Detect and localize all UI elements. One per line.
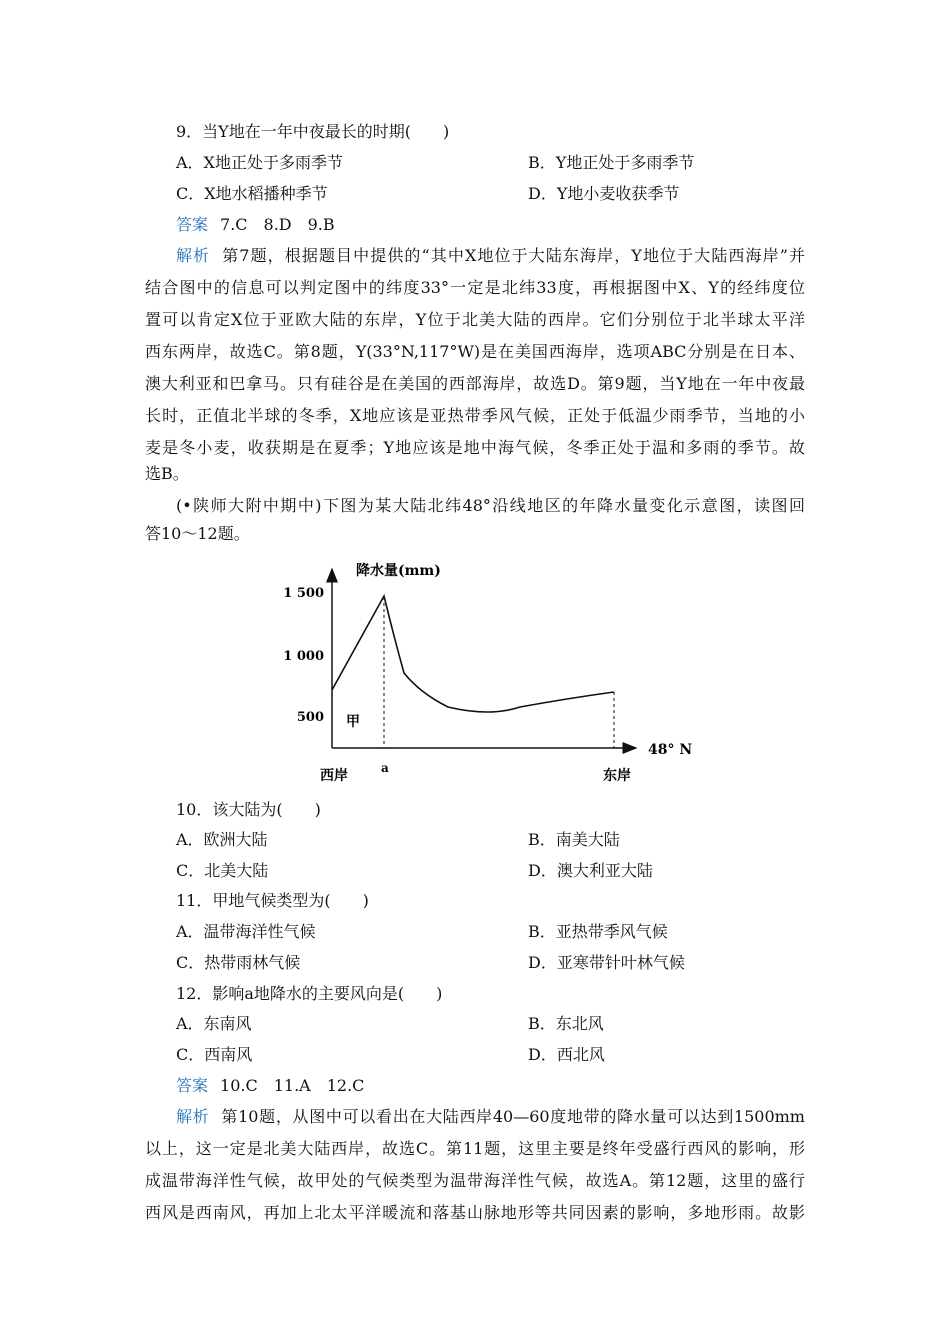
answer-1 <box>176 215 836 235</box>
q11-option-d: D．亚寒带针叶林气候 <box>528 953 685 972</box>
x-label-a: a <box>381 761 389 775</box>
y-tick-1500: 1 500 <box>283 586 324 601</box>
q9-option-b: B．Y地正处于多雨季节 <box>528 153 695 172</box>
q9-option-c: C．X地水稻播种季节 <box>176 184 328 203</box>
q12-option-b: B．东北风 <box>528 1014 604 1033</box>
q11-option-c: C．热带雨林气候 <box>176 953 301 972</box>
y-tick-1000: 1 000 <box>283 649 324 664</box>
q9-option-a: A．X地正处于多雨季节 <box>176 153 343 172</box>
q11-stem: 11．甲地气候类型为( ) <box>176 891 369 910</box>
explanation-1-line-2: 置可以肯定X位于亚欧大陆的东岸，Y位于北美大陆的西岸。它们分别位于北半球太平洋 <box>145 310 805 329</box>
x-label-east: 东岸 <box>603 768 631 784</box>
intro-line-0: (•陕师大附中期中)下图为某大陆北纬48°沿线地区的年降水量变化示意图，读图回 <box>176 496 805 515</box>
answer-label: 答案 <box>176 215 209 234</box>
q12-option-d: D．西北风 <box>528 1045 605 1064</box>
answer-text: 10.C 11.A 12.C <box>220 1076 365 1095</box>
q10-option-b: B．南美大陆 <box>528 830 620 849</box>
explanation-1-line-0: 解析 第7题，根据题目中提供的“其中X地位于大陆东海岸，Y地位于大陆西海岸”并 <box>176 246 805 265</box>
q11-option-b: B．亚热带季风气候 <box>528 922 668 941</box>
q9-stem: 9．当Y地在一年中夜最长的时期( ) <box>176 122 450 141</box>
y-tick-500: 500 <box>296 710 324 725</box>
q10-stem: 10．该大陆为( ) <box>176 800 321 819</box>
explanation-1-line-3: 西东两岸，故选C。第8题，Y(33°N,117°W)是在美国西海岸，选项ABC分别是在日本、 <box>145 342 805 361</box>
q10-option-c: C．北美大陆 <box>176 861 269 880</box>
explanation-2-line-1: 以上，这一定是北美大陆西岸，故选C。第11题，这里主要是终年受盛行西风的影响，形 <box>145 1139 805 1158</box>
explanation-label: 解析 <box>176 1107 210 1126</box>
explanation-1-line-6: 麦是冬小麦，收获期是在夏季；Y地应该是地中海气候，冬季正处于温和多雨的季节。故 <box>145 438 805 457</box>
explanation-1-line-1: 结合图中的信息可以判定图中的纬度33°一定是北纬33度，再根据图中X、Y的经纬度位 <box>145 278 805 297</box>
explanation-2-line-3: 西风是西南风，再加上北太平洋暖流和落基山脉地形等共同因素的影响，多地形雨。故影 <box>145 1203 805 1222</box>
q12-option-a: A．东南风 <box>176 1014 252 1033</box>
intro-line-1: 答10～12题。 <box>145 524 250 543</box>
precipitation-chart <box>280 555 700 790</box>
explanation-1-line-5: 长时，正值北半球的冬季，X地应该是亚热带季风气候，正处于低温少雨季节，当地的小 <box>145 406 805 425</box>
q9-option-d: D．Y地小麦收获季节 <box>528 184 680 203</box>
answer-text: 7.C 8.D 9.B <box>220 215 335 234</box>
explanation-2-line-2: 成温带海洋性气候，故甲处的气候类型为温带海洋性气候，故选A。第12题，这里的盛行 <box>145 1171 805 1190</box>
answer-2 <box>176 1076 836 1096</box>
explanation-2-line-0: 解析 第10题，从图中可以看出在大陆西岸40—60度地带的降水量可以达到1500mm <box>176 1107 805 1126</box>
q11-option-a: A．温带海洋性气候 <box>176 922 316 941</box>
x-axis-label: 48° N <box>648 742 693 758</box>
explanation-label: 解析 <box>176 246 211 265</box>
explanation-1-line-7: 选B。 <box>145 464 189 483</box>
explanation-1-line-4: 澳大利亚和巴拿马。只有硅谷是在美国的西部海岸，故选D。第9题，当Y地在一年中夜最 <box>145 374 805 393</box>
q10-option-a: A．欧洲大陆 <box>176 830 268 849</box>
q12-option-c: C．西南风 <box>176 1045 253 1064</box>
x-label-west: 西岸 <box>320 768 348 784</box>
region-label-jia: 甲 <box>346 714 360 730</box>
y-axis-label: 降水量(mm) <box>356 563 441 579</box>
q12-stem: 12．影响a地降水的主要风向是( ) <box>176 984 443 1003</box>
precipitation-curve <box>332 596 614 712</box>
q10-option-d: D．澳大利亚大陆 <box>528 861 653 880</box>
answer-label: 答案 <box>176 1076 209 1095</box>
